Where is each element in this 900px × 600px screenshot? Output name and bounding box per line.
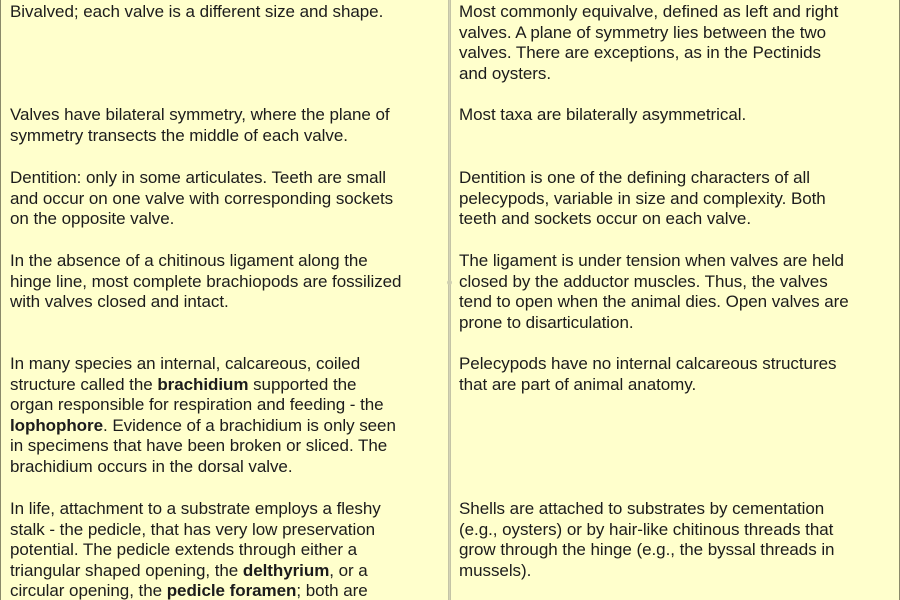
brachiopod-ligament: In the absence of a chitinous ligament along the hinge line, most complete brachiopods are fossilized with valves closed and intact. xyxy=(10,251,402,312)
term-brachidium: brachidium xyxy=(157,374,249,394)
pelecypod-dentition: Dentition is one of the defining characters of all pelecypods, variable in size and complexity. Both teeth and sockets occur on each valve. xyxy=(459,168,826,229)
brachiopod-attachment xyxy=(10,499,442,600)
brachiopod-brachidium xyxy=(10,354,442,478)
text-run: , or a circular opening, the xyxy=(10,560,368,600)
text-run: . Evidence of a brachidium is only seen in specimens that have been broken or sliced. The brachidium occurs in the dorsal valve. xyxy=(10,415,396,476)
brachiopod-valve-shape: Bivalved; each valve is a different size and shape. xyxy=(10,2,384,21)
pelecypod-ligament: The ligament is under tension when valves are held closed by the adductor muscles. Thus, the valves tend to open when the animal dies. Open valves are prone to disarticulation. xyxy=(459,251,849,332)
column-divider xyxy=(448,0,451,600)
text-run: In life, attachment to a substrate employs a fleshy stalk - the pedicle, that has very low preservation potential. The pedicle extends through either a triangular shaped opening, the xyxy=(10,499,381,580)
text-run: supported the organ responsible for respiration and feeding - the xyxy=(10,374,384,415)
pelecypod-valve-shape: Most commonly equivalve, defined as left and right valves. A plane of symmetry lies between the two valves. There are exceptions, as in the Pectinids and oysters. xyxy=(459,2,839,83)
pelecypod-symmetry: Most taxa are bilaterally asymmetrical. xyxy=(459,105,747,124)
brachiopod-dentition: Dentition: only in some articulates. Teeth are small and occur on one valve with corresponding sockets on the opposite valve. xyxy=(10,168,394,229)
term-lophophore: lophophore xyxy=(10,415,103,435)
table-left-border xyxy=(0,0,1,600)
divider-mark xyxy=(447,280,452,285)
text-run: In many species an internal, calcareous, coiled structure called the xyxy=(10,354,361,394)
text-run: ; both are xyxy=(296,581,368,600)
pelecypod-internal-structures: Pelecypods have no internal calcareous structures that are part of animal anatomy. xyxy=(459,354,837,394)
term-pedicle-foramen: pedicle foramen xyxy=(166,581,297,600)
term-delthyrium: delthyrium xyxy=(242,560,330,580)
brachiopod-symmetry: Valves have bilateral symmetry, where the plane of symmetry transects the middle of each valve. xyxy=(10,105,390,145)
pelecypod-attachment: Shells are attached to substrates by cementation (e.g., oysters) or by hair-like chitinous threads that grow through the hinge (e.g., the byssal threads in mussels). xyxy=(459,499,835,580)
